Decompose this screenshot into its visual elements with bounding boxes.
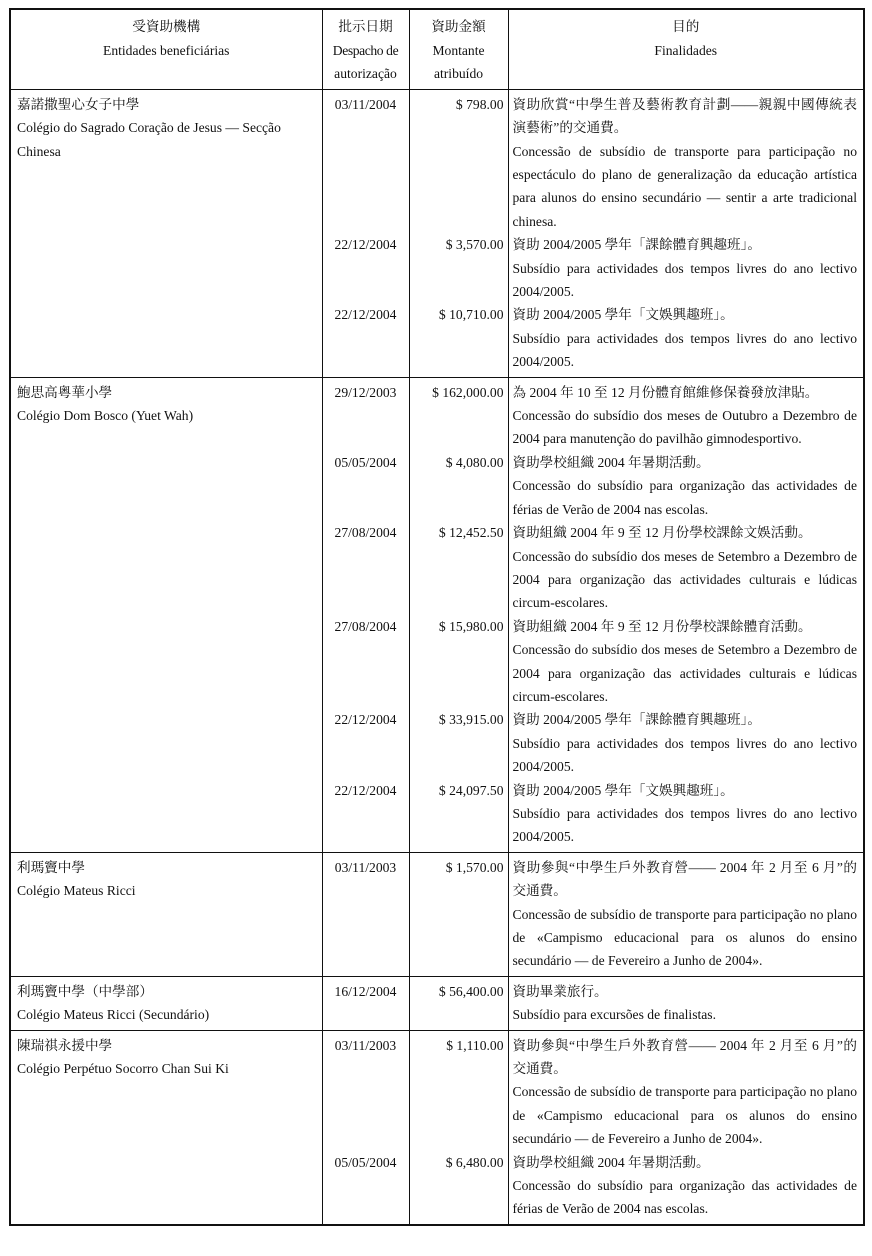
purpose-pt: Concessão do subsídio para organização das actividades de férias de Verão de 2004 nas escolas. — [512, 478, 857, 517]
date-cell: 22/12/2004 — [322, 233, 409, 303]
purpose-zh: 資助參與“中學生戶外教育營—— 2004 年 2 月至 6 月”的交通費。 — [512, 1037, 857, 1077]
header-purpose-zh: 目的 — [672, 19, 700, 34]
purpose-zh: 資助 2004/2005 學年「文娛興趣班」。 — [512, 307, 734, 323]
header-amount — [409, 9, 508, 89]
purpose-cell — [508, 1030, 864, 1151]
purpose-zh: 資助組織 2004 年 9 至 12 月份學校課餘體育活動。 — [512, 618, 812, 634]
date-cell: 16/12/2004 — [322, 976, 409, 1030]
entity-cell — [10, 976, 322, 1030]
date-cell: 22/12/2004 — [322, 779, 409, 853]
purpose-pt: Concessão do subsídio para organização das actividades de férias de Verão de 2004 nas escolas. — [512, 1178, 857, 1217]
amount-cell: $ 6,480.00 — [409, 1151, 508, 1225]
amount-cell: $ 12,452.50 — [409, 521, 508, 615]
purpose-cell — [508, 615, 864, 709]
table-row — [10, 377, 864, 451]
purpose-cell — [508, 303, 864, 377]
entity-cell — [10, 377, 322, 852]
table-row — [10, 976, 864, 1030]
purpose-zh: 資助組織 2004 年 9 至 12 月份學校課餘文娛活動。 — [512, 525, 812, 541]
amount-cell: $ 3,570.00 — [409, 233, 508, 303]
entity-name-pt: Colégio Dom Bosco (Yuet Wah) — [17, 408, 194, 424]
amount-cell: $ 33,915.00 — [409, 708, 508, 778]
purpose-pt: Concessão de subsídio de transporte para participação no plano de «Campismo educacional para os alunos do ensino secundário — de Fevereiro a Junho de 2004». — [512, 1084, 857, 1147]
date-cell: 05/05/2004 — [322, 451, 409, 521]
date-cell: 22/12/2004 — [322, 708, 409, 778]
header-amount-pt2: atribuído — [433, 66, 484, 82]
entity-cell — [10, 1030, 322, 1225]
entity-name-zh: 嘉諾撒聖心女子中學 — [17, 96, 140, 112]
header-entity-pt: Entidades beneficiárias — [103, 42, 230, 58]
purpose-pt: Concessão de subsídio de transporte para participação no espectáculo do plano de generalização da educação artística para alunos do ensino secundário — sentir a arte tradicional chinesa. — [512, 143, 857, 229]
purpose-cell — [508, 451, 864, 521]
header-amount-zh: 資助金額 — [431, 19, 486, 34]
entity-name-pt: Colégio Perpétuo Socorro Chan Sui Ki — [17, 1061, 229, 1077]
header-amount-pt1: Montante — [432, 42, 485, 58]
amount-cell: $ 10,710.00 — [409, 303, 508, 377]
purpose-cell — [508, 89, 864, 233]
purpose-zh: 資助參與“中學生戶外教育營—— 2004 年 2 月至 6 月”的交通費。 — [512, 859, 857, 899]
purpose-pt: Subsídio para excursões de finalistas. — [512, 1007, 716, 1023]
purpose-pt: Concessão de subsídio de transporte para participação no plano de «Campismo educacional para os alunos do ensino secundário — de Fevereiro a Junho de 2004». — [512, 906, 857, 969]
date-cell: 22/12/2004 — [322, 303, 409, 377]
date-cell: 27/08/2004 — [322, 521, 409, 615]
entity-name-pt: Colégio Mateus Ricci — [17, 883, 136, 899]
purpose-zh: 資助 2004/2005 學年「文娛興趣班」。 — [512, 782, 734, 798]
date-cell: 05/05/2004 — [322, 1151, 409, 1225]
date-cell: 27/08/2004 — [322, 615, 409, 709]
purpose-pt: Subsídio para actividades dos tempos livres do ano lectivo 2004/2005. — [512, 735, 857, 775]
purpose-pt: Concessão do subsídio dos meses de Setembro a Dezembro de 2004 para organização das actividades culturais e lúdicas circum-escolares. — [512, 642, 857, 704]
table-row — [10, 89, 864, 233]
entity-name-zh: 陳瑞祺永援中學 — [17, 1037, 113, 1053]
purpose-cell — [508, 377, 864, 451]
header-purpose — [508, 9, 864, 89]
subsidy-table — [9, 8, 865, 1226]
header-date-zh: 批示日期 — [338, 19, 393, 34]
table-row — [10, 852, 864, 976]
header-purpose-pt: Finalidades — [654, 42, 718, 58]
amount-cell: $ 15,980.00 — [409, 615, 508, 709]
date-cell: 29/12/2003 — [322, 377, 409, 451]
purpose-pt: Concessão do subsídio dos meses de Outubro a Dezembro de 2004 para manutenção do pavilhão gimnodesportivo. — [512, 408, 857, 447]
purpose-cell — [508, 779, 864, 853]
purpose-zh: 資助畢業旅行。 — [512, 983, 608, 999]
amount-cell: $ 56,400.00 — [409, 976, 508, 1030]
header-entity — [10, 9, 322, 89]
purpose-cell — [508, 233, 864, 303]
amount-cell: $ 1,110.00 — [409, 1030, 508, 1151]
amount-cell: $ 798.00 — [409, 89, 508, 233]
header-date-pt2: autorização — [334, 66, 397, 82]
purpose-pt: Subsídio para actividades dos tempos livres do ano lectivo 2004/2005. — [512, 805, 857, 845]
table-row — [10, 1030, 864, 1151]
purpose-zh: 資助學校組織 2004 年暑期活動。 — [512, 454, 710, 470]
amount-cell: $ 4,080.00 — [409, 451, 508, 521]
purpose-zh: 資助學校組織 2004 年暑期活動。 — [512, 1154, 710, 1170]
table-header — [10, 9, 864, 89]
header-entity-zh: 受資助機構 — [132, 19, 201, 34]
amount-cell: $ 1,570.00 — [409, 852, 508, 976]
entity-cell — [10, 89, 322, 377]
purpose-cell — [508, 521, 864, 615]
entity-name-pt: Colégio Mateus Ricci (Secundário) — [17, 1007, 210, 1023]
purpose-pt: Concessão do subsídio dos meses de Setembro a Dezembro de 2004 para organização das actividades culturais e lúdicas circum-escolares. — [512, 548, 857, 611]
table-body — [10, 89, 864, 1225]
purpose-cell — [508, 852, 864, 976]
purpose-zh: 資助 2004/2005 學年「課餘體育興趣班」。 — [512, 712, 761, 728]
header-date-pt1: Despacho de — [332, 42, 399, 58]
purpose-pt: Subsídio para actividades dos tempos livres do ano lectivo 2004/2005. — [512, 260, 857, 300]
date-cell: 03/11/2003 — [322, 852, 409, 976]
purpose-pt: Subsídio para actividades dos tempos livres do ano lectivo 2004/2005. — [512, 330, 857, 370]
amount-cell: $ 162,000.00 — [409, 377, 508, 451]
entity-name-zh: 利瑪竇中學（中學部） — [17, 983, 153, 999]
purpose-cell — [508, 976, 864, 1030]
date-cell: 03/11/2004 — [322, 89, 409, 233]
date-cell: 03/11/2003 — [322, 1030, 409, 1151]
purpose-cell — [508, 708, 864, 778]
entity-name-zh: 利瑪竇中學 — [17, 859, 85, 875]
purpose-zh: 為 2004 年 10 至 12 月份體育館維修保養發放津貼。 — [512, 384, 819, 400]
entity-name-zh: 鮑思高粵華小學 — [17, 384, 113, 400]
purpose-zh: 資助 2004/2005 學年「課餘體育興趣班」。 — [512, 237, 761, 253]
amount-cell: $ 24,097.50 — [409, 779, 508, 853]
purpose-cell — [508, 1151, 864, 1225]
entity-cell — [10, 852, 322, 976]
header-date — [322, 9, 409, 89]
entity-name-pt: Colégio do Sagrado Coração de Jesus — Secção Chinesa — [17, 120, 281, 159]
purpose-zh: 資助欣賞“中學生普及藝術教育計劃——親親中國傳統表演藝術”的交通費。 — [512, 96, 857, 136]
